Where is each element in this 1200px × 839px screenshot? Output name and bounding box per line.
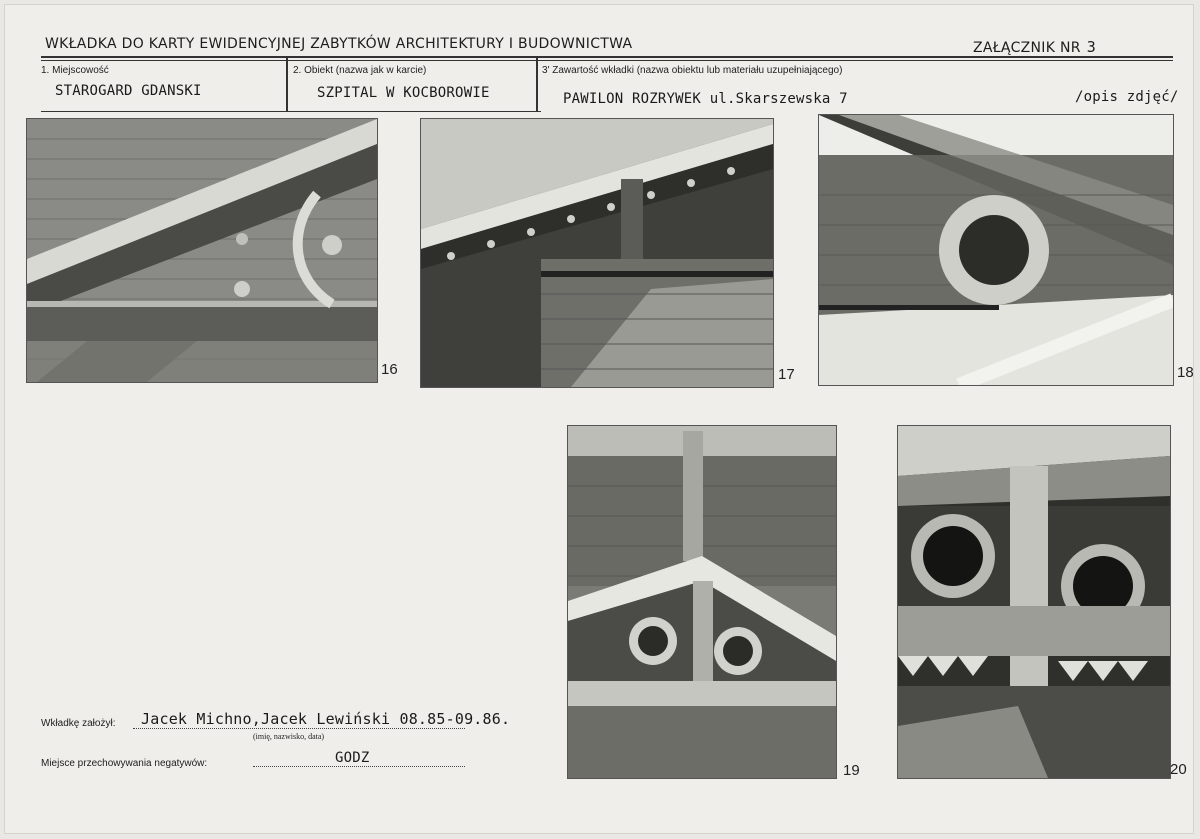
- photo-16: [27, 119, 377, 382]
- header-rule-top: [41, 56, 1173, 58]
- form-title: WKŁADKA DO KARTY EWIDENCYJNEJ ZABYTKÓW ARCHITEKTURY I BUDOWNICTWA: [45, 36, 633, 52]
- annex-number: 3: [1086, 38, 1097, 56]
- content-value: PAWILON ROZRYWEK ul.Skarszewska 7: [563, 91, 848, 107]
- locality-label: 1. Miejscowość: [41, 65, 109, 76]
- locality-value: STAROGARD GDANSKI: [55, 83, 202, 99]
- storage-dotline: [253, 766, 465, 767]
- object-value: SZPITAL W KOCBOROWIE: [317, 85, 490, 101]
- annex-label-text: ZAŁĄCZNIK NR: [973, 40, 1081, 56]
- created-value: Jacek Michno,Jacek Lewiński 08.85-09.86.: [141, 710, 511, 728]
- photo-17-number: 17: [778, 366, 795, 383]
- storage-label: Miejsce przechowywania negatywów:: [41, 758, 208, 769]
- photo-19: [568, 426, 836, 778]
- photo-20-number: 20: [1170, 761, 1187, 778]
- photo-16-number: 16: [381, 361, 398, 378]
- photo-17: [421, 119, 773, 387]
- header-rule-top-thin: [41, 60, 1173, 61]
- created-label: Wkładkę założył:: [41, 718, 116, 729]
- photo-20: [898, 426, 1170, 778]
- fields-bottom-rule: [41, 111, 541, 112]
- content-label: 3' Zawartość wkładki (nazwa obiektu lub materiału uzupełniającego): [542, 65, 843, 76]
- photo-18-number: 18: [1177, 364, 1194, 381]
- object-label: 2. Obiekt (nazwa jak w karcie): [293, 65, 427, 76]
- record-sheet: [4, 4, 1194, 834]
- photo-19-number: 19: [843, 762, 860, 779]
- photo-18: [819, 115, 1173, 385]
- storage-value: GODZ: [335, 750, 370, 766]
- content-note: /opis zdjęć/: [1075, 89, 1179, 105]
- field-divider-2: [536, 58, 538, 112]
- annex-label: [973, 38, 1096, 56]
- created-hint: (imię, nazwisko, data): [253, 732, 325, 741]
- created-dotline: [133, 728, 465, 729]
- field-divider-1: [286, 58, 288, 112]
